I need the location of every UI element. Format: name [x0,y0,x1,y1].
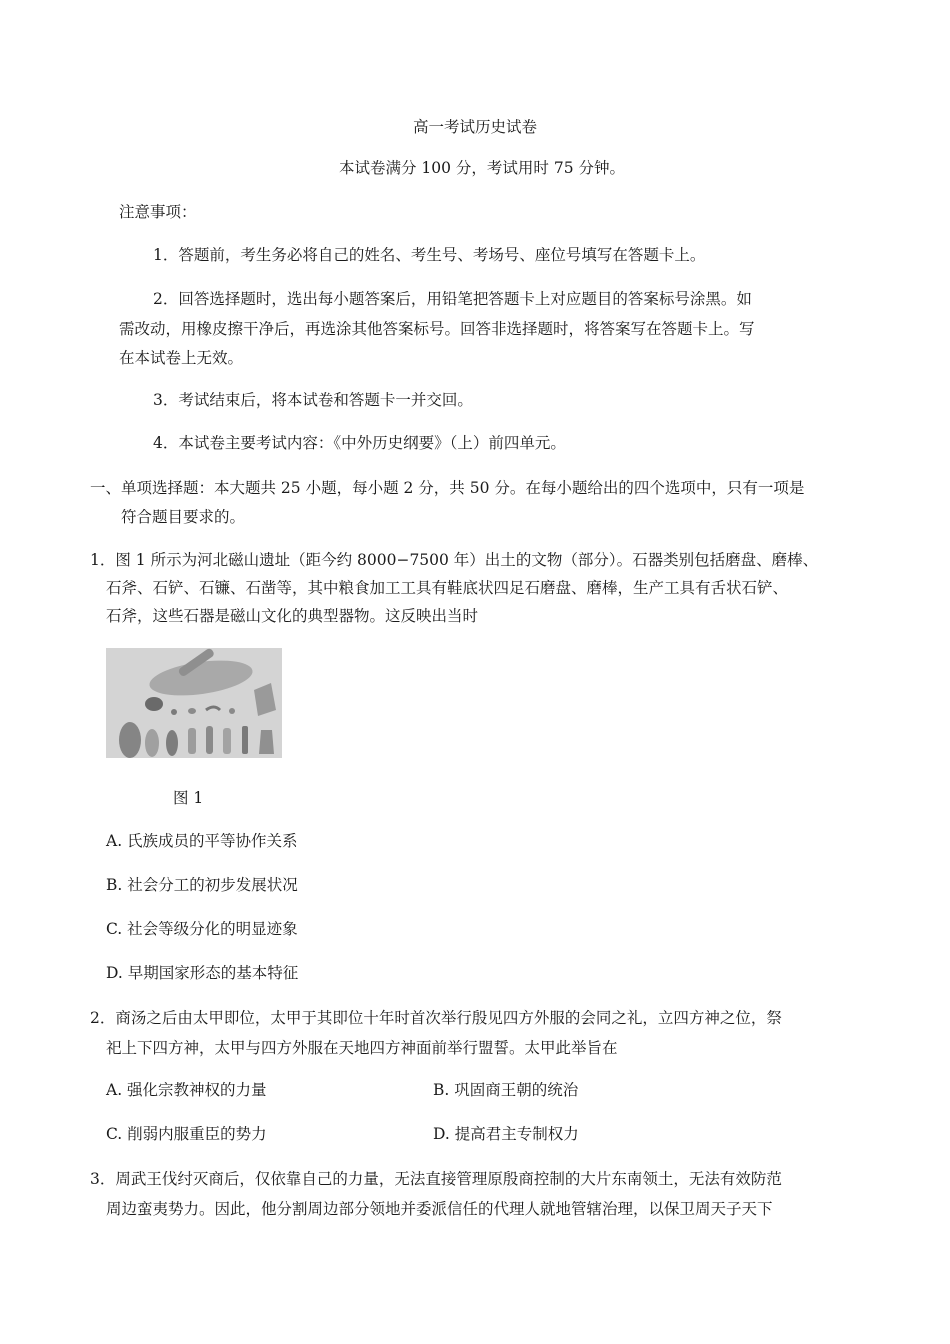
question-2-text: 祀上下四方神，太甲与四方外服在天地四方神面前举行盟誓。太甲此举旨在 [106,1039,618,1057]
question-2-option-d: D. 提高君主专制权力 [433,1125,579,1143]
notice-item: 2．回答选择题时，选出每小题答案后，用铅笔把答题卡上对应题目的答案标号涂黑。如 [153,290,752,308]
question-2-option-a: A. 强化宗教神权的力量 [106,1081,267,1099]
section-heading-cont: 符合题目要求的。 [121,508,246,526]
exam-title: 高一考试历史试卷 [412,118,537,136]
exam-subtitle: 本试卷满分 100 分，考试用时 75 分钟。 [338,159,626,177]
question-2-option-b: B. 巩固商王朝的统治 [433,1081,579,1099]
notice-item: 3．考试结束后，将本试卷和答题卡一并交回。 [153,391,473,409]
notice-heading: 注意事项： [119,203,197,221]
question-1-option-d: D. 早期国家形态的基本特征 [106,964,299,982]
question-2-option-c: C. 削弱内服重臣的势力 [106,1125,267,1143]
question-3-text: 周边蛮夷势力。因此，他分割周边部分领地并委派信任的代理人就地管辖治理，以保卫周天子天下 [106,1200,773,1218]
section-heading: 一、单项选择题：本大题共 25 小题，每小题 2 分，共 50 分。在每小题给出的四个选项中，只有一项是 [90,479,805,497]
stone-tools-figure [106,648,282,758]
question-1-option-b: B. 社会分工的初步发展状况 [106,876,298,894]
question-1-option-c: C. 社会等级分化的明显迹象 [106,920,298,938]
question-1-text: 1．图 1 所示为河北磁山遗址（距今约 8000−7500 年）出土的文物（部分）。石器类别包括磨盘、磨棒、 [90,551,819,569]
question-1-text: 石斧、石铲、石镰、石凿等，其中粮食加工工具有鞋底状四足石磨盘、磨棒，生产工具有舌状石铲、 [106,579,789,597]
question-3-text: 3．周武王伐纣灭商后，仅依靠自己的力量，无法直接管理原殷商控制的大片东南领土，无法有效防范 [90,1170,782,1188]
figure-caption: 图 1 [173,789,204,807]
notice-item: 需改动，用橡皮擦干净后，再选涂其他答案标号。回答非选择题时，将答案写在答题卡上。写 [119,320,755,338]
notice-item: 在本试卷上无效。 [119,349,244,367]
question-2-text: 2．商汤之后由太甲即位，太甲于其即位十年时首次举行殷见四方外服的会同之礼，立四方神之位，祭 [90,1009,782,1027]
notice-item: 4．本试卷主要考试内容：《中外历史纲要》（上）前四单元。 [153,434,566,452]
notice-item: 1．答题前，考生务必将自己的姓名、考生号、考场号、座位号填写在答题卡上。 [153,246,706,264]
question-1-option-a: A. 氏族成员的平等协作关系 [106,832,298,850]
question-1-text: 石斧，这些石器是磁山文化的典型器物。这反映出当时 [106,607,479,625]
